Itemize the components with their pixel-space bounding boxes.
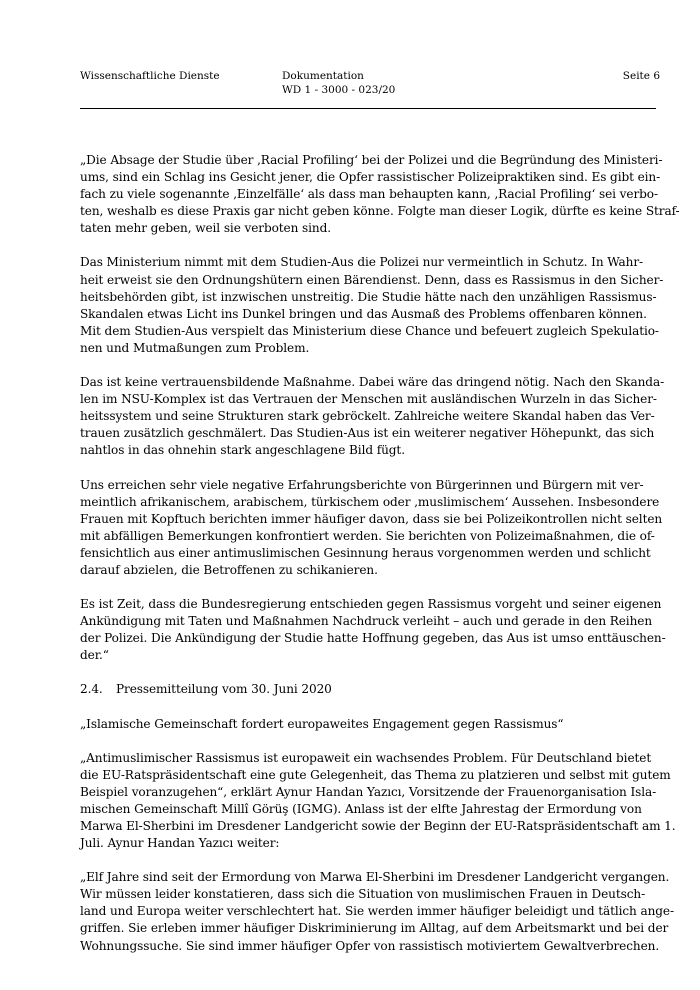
department-name: Wissenschaftliche Dienste — [80, 70, 220, 82]
text-line: meintlich afrikanischem, arabischem, türkischem oder ‚muslimischem‘ Aussehen. Insbesondere — [80, 494, 660, 509]
body-paragraph — [80, 596, 666, 664]
text-line: fach zu viele sogenannte ‚Einzelfälle‘ als dass man behaupten kann, ‚Racial Profiling‘ sei verbo- — [80, 187, 658, 202]
text-line: „Elf Jahre sind seit der Ermordung von Marwa El-Sherbini im Dresdener Landgericht vergangen. — [80, 870, 670, 885]
text-line: Beispiel voranzugehen“, erklärt Aynur Handan Yazıcı, Vorsitzende der Frauenorganisation Isla- — [80, 784, 657, 799]
document-body — [80, 152, 680, 972]
document-type: Dokumentation — [282, 70, 364, 82]
text-line: mischen Gemeinschaft Millî Görüş (IGMG). Anlass ist der elfte Jahrestag der Ermordung von — [80, 801, 642, 816]
document-info — [282, 69, 395, 97]
text-line: Das ist keine vertrauensbildende Maßnahme. Dabei wäre das dringend nötig. Nach den Skanda- — [80, 375, 665, 390]
text-line: ums, sind ein Schlag ins Gesicht jener, die Opfer rassistischer Polizeipraktiken sind. Es gibt ein- — [80, 170, 661, 185]
text-line: Wir müssen leider konstatieren, dass sich die Situation von muslimischen Frauen in Deutsch- — [80, 887, 646, 902]
document-number: WD 1 - 3000 - 023/20 — [282, 84, 396, 96]
body-paragraph — [80, 254, 664, 357]
text-line: fensichtlich aus einer antimuslimischen Gesinnung heraus vorgenommen werden und schlicht — [80, 545, 651, 560]
body-paragraph — [80, 477, 663, 580]
text-line: len im NSU-Komplex ist das Vertrauen der Menschen mit ausländischen Wurzeln in das Sicher- — [80, 392, 657, 407]
text-line: heitsbehörden gibt, ist inzwischen unstreitig. Die Studie hätte nach den unzähligen Rassismus- — [80, 289, 657, 304]
text-line: nahtlos in das ohnehin stark angeschlagene Bild fügt. — [80, 443, 405, 458]
text-line: Das Ministerium nimmt mit dem Studien-Aus die Polizei nur vermeintlich in Schutz. In Wahr- — [80, 255, 644, 270]
text-line: Es ist Zeit, dass die Bundesregierung entschieden gegen Rassismus vorgeht und seiner eigenen — [80, 597, 662, 612]
text-line: trauen zusätzlich geschmälert. Das Studien-Aus ist ein weiterer negativer Höhepunkt, das sich — [80, 426, 655, 441]
text-line: „Antimuslimischer Rassismus ist europaweit ein wachsendes Problem. Für Deutschland bietet — [80, 750, 652, 765]
text-line: land und Europa weiter verschlechtert hat. Sie werden immer häufiger beleidigt und tätlich ange- — [80, 904, 674, 919]
text-line: der.“ — [80, 648, 109, 663]
header-divider — [80, 108, 656, 109]
section-number: 2.4. — [80, 682, 103, 697]
text-line: darauf abzielen, die Betroffenen zu schikanieren. — [80, 562, 378, 577]
text-line: Skandalen etwas Licht ins Dunkel bringen und das Ausmaß des Problems offenbaren können. — [80, 306, 647, 321]
text-line: „Die Absage der Studie über ‚Racial Profiling‘ bei der Polizei und die Begründung des Ministeri- — [80, 153, 663, 167]
text-line: heit erweist sie den Ordnungshütern einen Bärendienst. Denn, dass es Rassismus in den Sicher- — [80, 272, 664, 287]
body-paragraph — [80, 750, 676, 853]
text-line: Frauen mit Kopftuch berichten immer häufiger davon, dass sie bei Polizeikontrollen nicht selten — [80, 511, 663, 526]
text-line: Mit dem Studien-Aus verspielt das Ministerium diese Chance und befeuert zugleich Spekulatio- — [80, 323, 659, 338]
body-paragraph — [80, 716, 660, 733]
page-header — [80, 69, 660, 103]
body-paragraph — [80, 152, 680, 237]
section-heading — [80, 681, 660, 698]
section-title: Pressemitteilung vom 30. Juni 2020 — [116, 682, 332, 697]
text-line: Marwa El-Sherbini im Dresdener Landgericht sowie der Beginn der EU-Ratspräsidentschaft am 1. — [80, 819, 676, 833]
text-line: Wohnungssuche. Sie sind immer häufiger Opfer von rassistisch motiviertem Gewaltverbrechen. — [80, 938, 660, 953]
body-paragraph — [80, 374, 665, 459]
text-line: Ankündigung mit Taten und Maßnahmen Nachdruck verleiht – auch und gerade in den Reihen — [80, 614, 653, 629]
text-line: Juli. Aynur Handan Yazıcı weiter: — [80, 836, 280, 851]
text-line: taten mehr geben, weil sie verboten sind. — [80, 221, 331, 236]
body-paragraph — [80, 869, 674, 954]
text-line: mit abfälligen Bemerkungen konfrontiert werden. Sie berichten von Polizeimaßnahmen, die of- — [80, 528, 655, 543]
text-line: die EU-Ratspräsidentschaft eine gute Gelegenheit, das Thema zu platzieren und selbst mit gutem — [80, 767, 671, 782]
text-line: Uns erreichen sehr viele negative Erfahrungsberichte von Bürgerinnen und Bürgern mit ver- — [80, 477, 644, 492]
text-line: der Polizei. Die Ankündigung der Studie hatte Hoffnung gegeben, das Aus ist umso enttäuschen- — [80, 631, 666, 646]
page-number: Seite 6 — [622, 70, 660, 82]
text-line: heitssystem und seine Strukturen stark gebröckelt. Zahlreiche weitere Skandal haben das Ver- — [80, 409, 655, 424]
text-line: „Islamische Gemeinschaft fordert europaweites Engagement gegen Rassismus“ — [80, 716, 564, 731]
text-line: nen und Mutmaßungen zum Problem. — [80, 340, 310, 355]
text-line: griffen. Sie erleben immer häufiger Diskriminierung im Alltag, auf dem Arbeitsmarkt und bei der — [80, 921, 669, 936]
text-line: ten, weshalb es diese Praxis gar nicht geben könne. Folgte man dieser Logik, dürfte es keine Straf- — [80, 204, 680, 219]
